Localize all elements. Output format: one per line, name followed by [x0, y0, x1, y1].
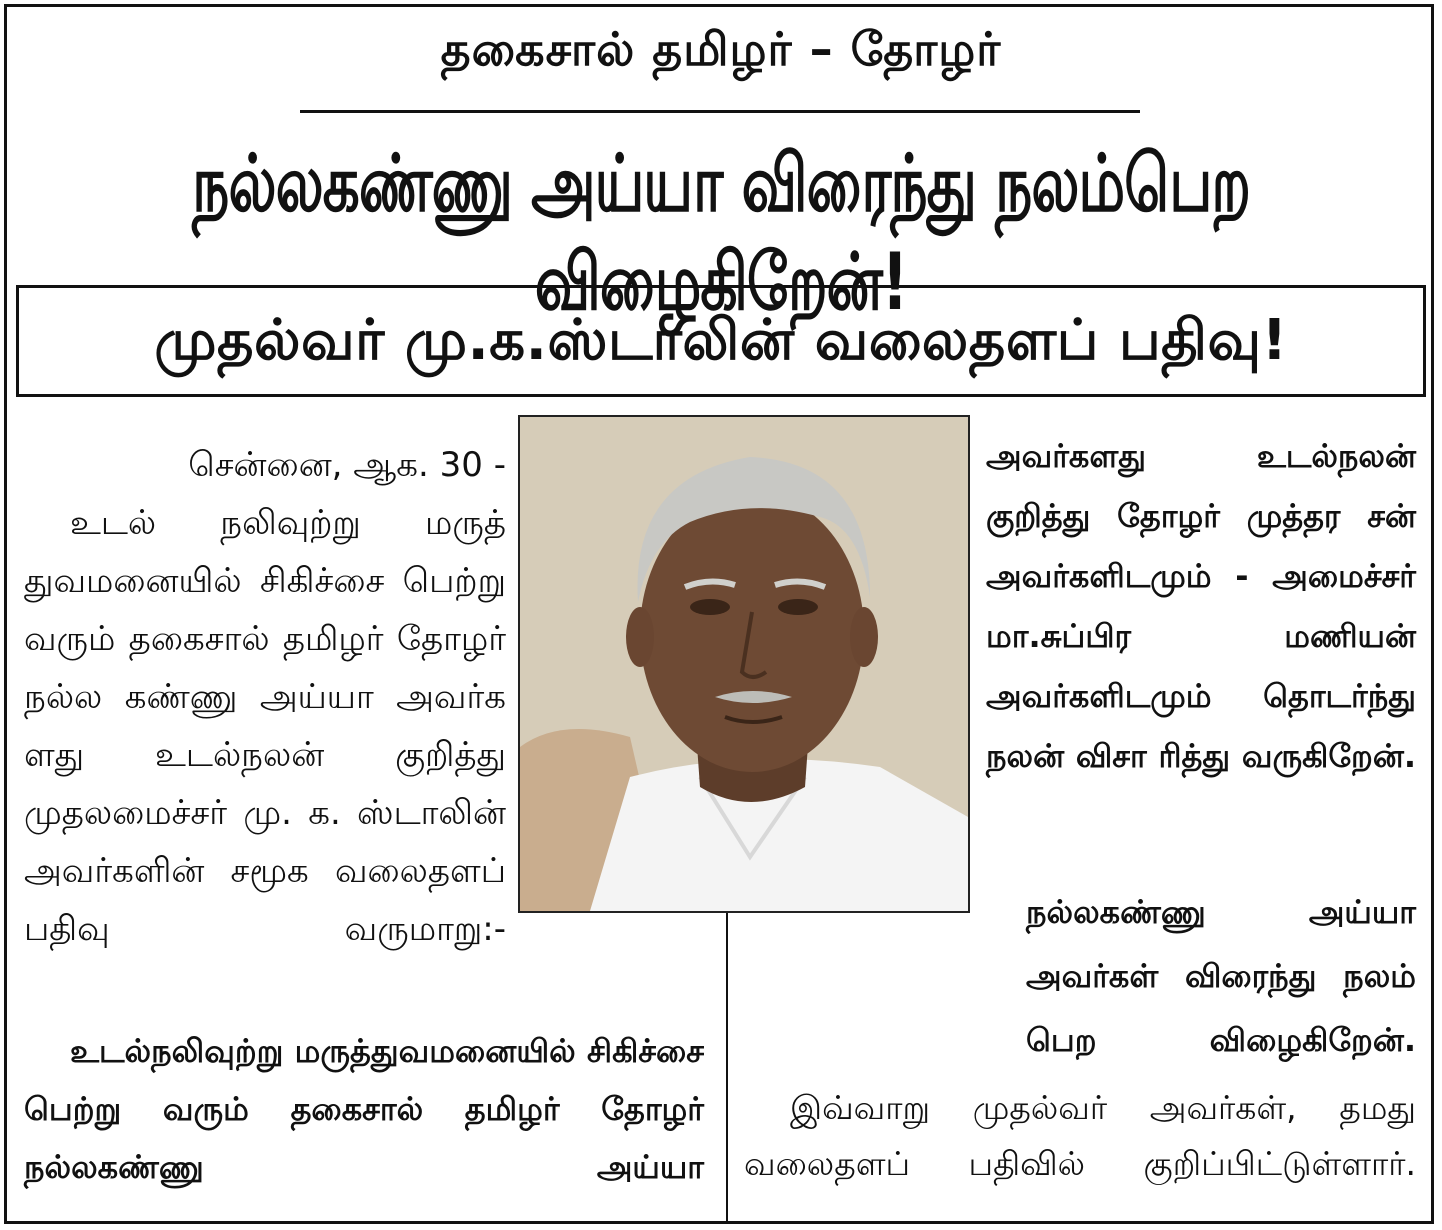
- quote-start-column: [24, 1022, 704, 1196]
- quote-p2: நல்லகண்ணு அய்யா அவர்கள் விரைந்து நலம் பெற விழைகிறேன்.: [1026, 893, 1416, 1059]
- subhead-box: [16, 285, 1426, 397]
- left-body: உடல் நலிவுற்று மருத் துவமனையில் சிகிச்சை பெற்று வரும் தகைசால் தமிழர் தோழர் நல்ல கண்ணு அய்யா அவர்க ளது உடல்நலன் குறித்து முதலமைச்சர் மு. க. ஸ்டாலின் அவர்களின் சமூக வலைதளப் பதிவு வருமாறு:-: [24, 503, 506, 949]
- closing-column: [744, 1080, 1416, 1192]
- portrait-illustration: [520, 417, 968, 911]
- face: [640, 492, 864, 772]
- kicker-title: தகைசால் தமிழர் – தோழர்: [440, 22, 1002, 76]
- right-column: [986, 426, 1416, 786]
- portrait-photo: [518, 415, 970, 913]
- column-rule: [726, 913, 728, 1223]
- subhead: முதல்வர் மு.க.ஸ்டாலின் வலைதளப் பதிவு!: [154, 308, 1288, 374]
- left-column: [24, 436, 506, 958]
- headline: நல்லகண்ணு அய்யா விரைந்து நலம்பெற விழைகிறேன்!: [192, 137, 1250, 328]
- quote-start: உடல்நலிவுற்று மருத்துவமனையில் சிகிச்சை பெற்று வரும் தகைசால் தமிழர் தோழர் நல்லகண்ணு அய்யா: [24, 1032, 704, 1186]
- quote-cont: அவர்களது உடல்நலன் குறித்து தோழர் முத்தர சன் அவர்களிடமும் - அமைச்சர் மா.சுப்பிர மணியன் அவர்களிடமும் தொடர்ந்து நலன் விசா ரித்து வருகிறேன்.: [986, 437, 1416, 775]
- left-eye: [690, 599, 730, 615]
- closing: இவ்வாறு முதல்வர் அவர்கள், தமது வலைதளப் பதிவில் குறிப்பிட்டுள்ளார்.: [744, 1088, 1416, 1183]
- right-eye: [778, 599, 818, 615]
- kicker-underline: [300, 110, 1140, 113]
- dateline: சென்னை, ஆக. 30 -: [188, 445, 506, 485]
